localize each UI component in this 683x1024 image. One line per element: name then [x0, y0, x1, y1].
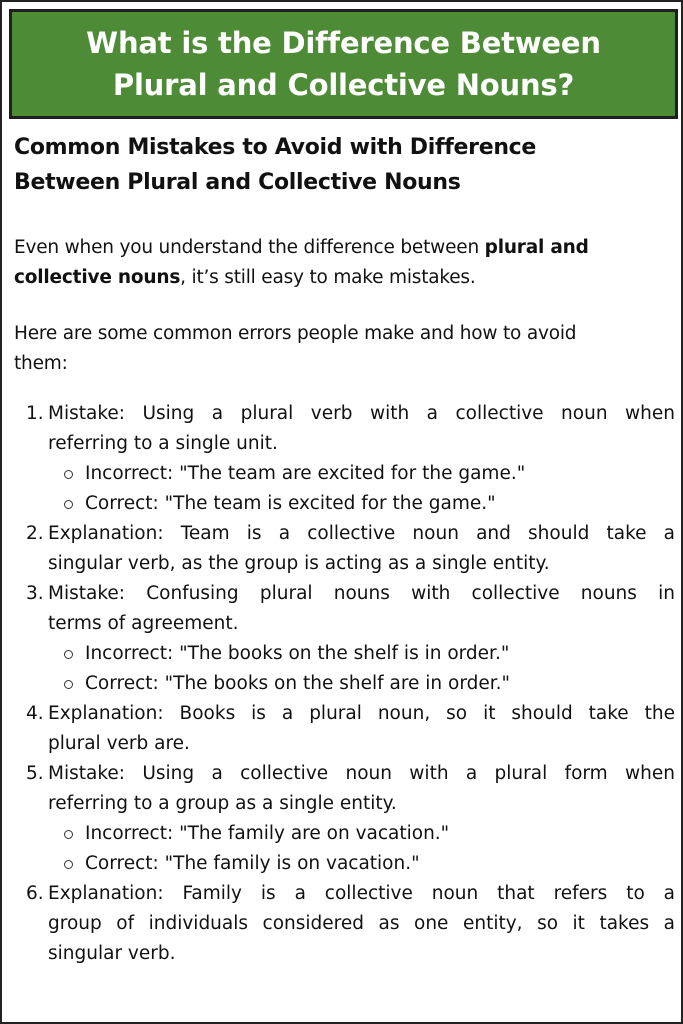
- list-item-text-line: Mistake: Confusing plural nouns with collective nouns in: [48, 583, 675, 604]
- list-item: [2, 399, 683, 519]
- intro-bold-line-2: collective nouns: [14, 267, 181, 288]
- circle-bullet-icon: [64, 470, 73, 479]
- list-item-text-line: terms of agreement.: [48, 613, 239, 634]
- intro-post: , it’s still easy to make mistakes.: [180, 267, 476, 288]
- list-item-number: 4.: [26, 703, 44, 724]
- lead-line-2: them:: [14, 353, 68, 374]
- list-item-number: 3.: [26, 583, 44, 604]
- circle-bullet-icon: [64, 860, 73, 869]
- intro-paragraph: [14, 233, 676, 293]
- list-item: [2, 699, 683, 759]
- mistakes-list: [2, 399, 683, 969]
- title-line-1: What is the Difference Between: [86, 26, 601, 60]
- sub-bullet-item: [2, 669, 683, 699]
- list-item-number: 5.: [26, 763, 44, 784]
- list-item-text-line: group of individuals considered as one entity, so it takes a: [48, 913, 675, 934]
- section-heading-line-1: Common Mistakes to Avoid with Difference: [14, 135, 537, 160]
- list-item-text-line: Mistake: Using a collective noun with a plural form when: [48, 763, 675, 784]
- list-item-text-line: Mistake: Using a plural verb with a collective noun when: [48, 403, 675, 424]
- sub-bullet-item: [2, 639, 683, 669]
- sub-bullet-text: Correct: "The team is excited for the game.": [85, 493, 496, 514]
- list-item-text-line: Explanation: Team is a collective noun and should take a: [48, 523, 675, 544]
- list-item: [2, 579, 683, 699]
- list-item-text-line: singular verb.: [48, 943, 176, 964]
- list-item-number: 1.: [26, 403, 44, 424]
- sub-bullet-text: Correct: "The books on the shelf are in order.": [85, 673, 511, 694]
- list-item: [2, 879, 683, 969]
- intro-line-2: [14, 263, 676, 293]
- lead-line-1: Here are some common errors people make and how to avoid: [14, 323, 577, 344]
- sub-bullet-text: Correct: "The family is on vacation.": [85, 853, 420, 874]
- sub-bullet-text: Incorrect: "The family are on vacation.": [85, 823, 450, 844]
- circle-bullet-icon: [64, 650, 73, 659]
- sub-bullet-item: [2, 459, 683, 489]
- title-line-2: Plural and Collective Nouns?: [112, 68, 575, 102]
- circle-bullet-icon: [64, 830, 73, 839]
- sub-bullet-text: Incorrect: "The team are excited for the game.": [85, 463, 526, 484]
- circle-bullet-icon: [64, 680, 73, 689]
- lead-paragraph: [14, 319, 676, 379]
- intro-bold-line-1: plural and: [484, 237, 589, 258]
- intro-line-1: [14, 233, 676, 263]
- sub-bullet-item: [2, 819, 683, 849]
- section-heading-line-2: Between Plural and Collective Nouns: [14, 170, 461, 195]
- list-item-number: 6.: [26, 883, 44, 904]
- list-item-text-line: referring to a single unit.: [48, 433, 278, 454]
- list-item: [2, 759, 683, 879]
- intro-pre: Even when you understand the difference between: [14, 237, 485, 258]
- title-banner: [9, 9, 678, 119]
- list-item-text-line: Explanation: Books is a plural noun, so it should take the: [48, 703, 675, 724]
- list-item: [2, 519, 683, 579]
- list-item-text-line: referring to a group as a single entity.: [48, 793, 397, 814]
- list-item-text-line: plural verb are.: [48, 733, 190, 754]
- sub-bullet-item: [2, 489, 683, 519]
- section-heading: [14, 130, 674, 200]
- list-item-text-line: Explanation: Family is a collective noun that refers to a: [48, 883, 675, 904]
- circle-bullet-icon: [64, 500, 73, 509]
- list-item-text-line: singular verb, as the group is acting as a single entity.: [48, 553, 550, 574]
- list-item-number: 2.: [26, 523, 44, 544]
- sub-bullet-item: [2, 849, 683, 879]
- sub-bullet-text: Incorrect: "The books on the shelf is in order.": [85, 643, 510, 664]
